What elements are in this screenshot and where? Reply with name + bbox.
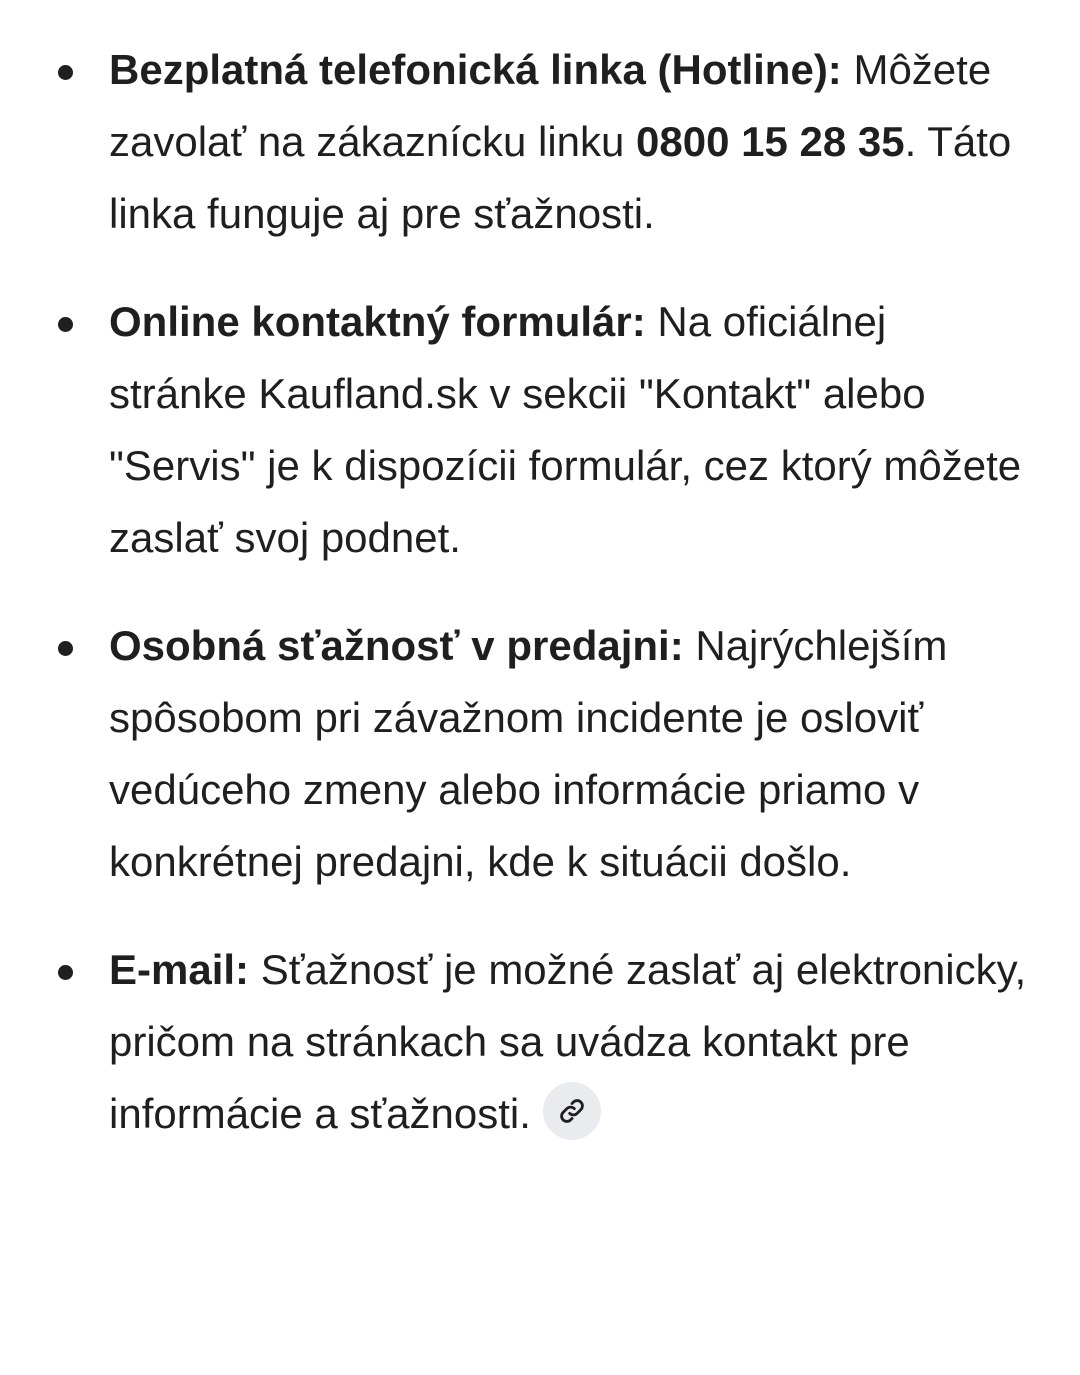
item-text: Môžete zavolať na zákaznícku linku xyxy=(109,46,992,165)
bullet-icon xyxy=(58,641,73,656)
list-item-in-store xyxy=(0,610,1080,898)
link-icon xyxy=(558,1097,586,1125)
bullet-icon xyxy=(58,65,73,80)
item-heading: Bezplatná telefonická linka (Hotline): xyxy=(109,46,842,93)
item-heading: E-mail: xyxy=(109,946,250,993)
bullet-icon xyxy=(58,317,73,332)
item-heading: Online kontaktný formulár: xyxy=(109,298,646,345)
item-text: Najrýchlejším spôsobom pri závažnom incidente je osloviť vedúceho zmeny alebo informácie priamo v konkrétnej predajni, kde k situácii došlo. xyxy=(109,622,948,885)
bullet-icon xyxy=(58,965,73,980)
contact-options-list xyxy=(0,34,1080,1150)
item-heading: Osobná sťažnosť v predajni: xyxy=(109,622,684,669)
list-item-hotline xyxy=(0,34,1080,250)
response-content xyxy=(0,34,1080,1186)
source-link-button[interactable] xyxy=(543,1082,601,1140)
phone-number: 0800 15 28 35 xyxy=(636,118,905,165)
item-text: Sťažnosť je možné zaslať aj elektronicky, pričom na stránkach sa uvádza kontakt pre informácie a sťažnosti. xyxy=(109,946,1027,1137)
list-item-online-form xyxy=(0,286,1080,574)
list-item-email xyxy=(0,934,1080,1150)
item-text-after: . Táto linka funguje aj pre sťažnosti. xyxy=(109,118,1012,237)
item-text: Na oficiálnej stránke Kaufland.sk v sekcii "Kontakt" alebo "Servis" je k dispozícii formulár, cez ktorý môžete zaslať svoj podnet. xyxy=(109,298,1022,561)
